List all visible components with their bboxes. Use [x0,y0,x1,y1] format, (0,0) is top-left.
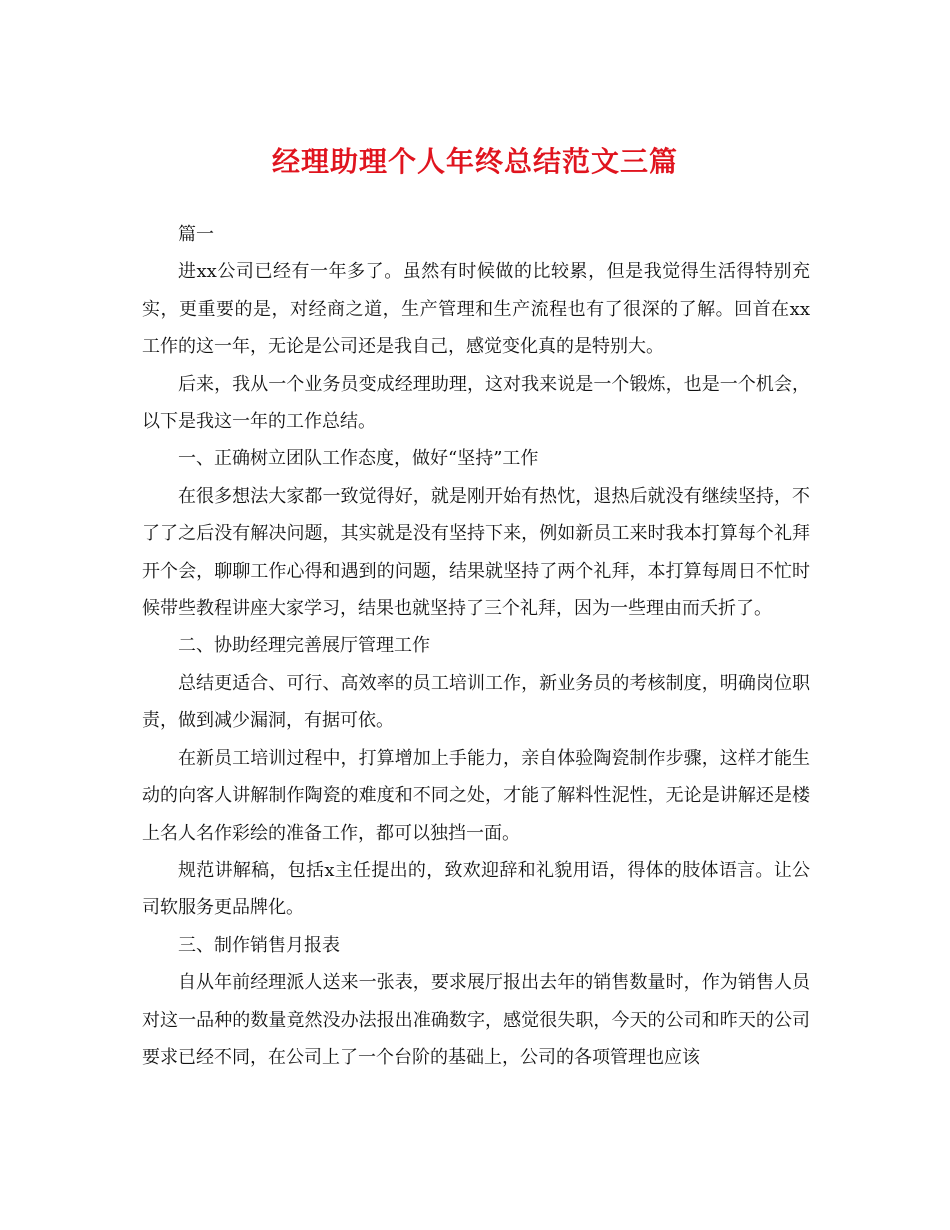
paragraph-sales-report: 自从年前经理派人送来一张表，要求展厅报出去年的销售数量时，作为销售人员对这一品种的数量竟然没办法报出准确数字，感觉很失职，今天的公司和昨天的公司要求已经不同，在公司上了一个台阶的基础上，公司的各项管理也应该 [142,972,810,1068]
paragraph-new-staff-training: 在新员工培训过程中，打算增加上手能力，亲自体验陶瓷制作步骤，这样才能生动的向客人讲解制作陶瓷的难度和不同之处，才能了解料性泥性，无论是讲解还是楼上名人名作彩绘的准备工作，都可以独挡一面。 [142,747,810,844]
paragraph-training-system: 总结更适合、可行、高效率的员工培训工作，新业务员的考核制度，明确岗位职责，做到减少漏洞，有据可依。 [142,672,810,732]
document-body [142,216,810,1076]
paragraph-intro: 进xx公司已经有一年多了。虽然有时候做的比较累，但是我觉得生活得特别充实，更重要的是，对经商之道，生产管理和生产流程也有了很深的了解。回首在xx工作的这一年，无论是公司还是我自己，感觉变化真的是特别大。 [142,261,810,358]
paragraph-section-label: 篇一 [178,224,214,245]
heading-section-two: 二、协助经理完善展厅管理工作 [178,635,430,657]
paragraph-role-change: 后来，我从一个业务员变成经理助理，这对我来说是一个锻炼，也是一个机会，以下是我这一年的工作总结。 [142,373,810,433]
heading-section-three: 三、制作销售月报表 [178,934,340,956]
paragraph-script-standard: 规范讲解稿，包括x主任提出的，致欢迎辞和礼貌用语，得体的肢体语言。让公司软服务更品牌化。 [142,859,810,919]
heading-section-one: 一、正确树立团队工作态度，做好“坚持”工作 [178,448,539,470]
paragraph-persistence: 在很多想法大家都一致觉得好，就是刚开始有热忱，退热后就没有继续坚持，不了了之后没有解决问题，其实就是没有坚持下来，例如新员工来时我本打算每个礼拜开个会，聊聊工作心得和遇到的问题，结果就坚持了两个礼拜，本打算每周日不忙时候带些教程讲座大家学习，结果也就坚持了三个礼拜，因为一些理由而夭折了。 [142,485,810,620]
document-title: 经理助理个人年终总结范文三篇 [271,145,678,178]
